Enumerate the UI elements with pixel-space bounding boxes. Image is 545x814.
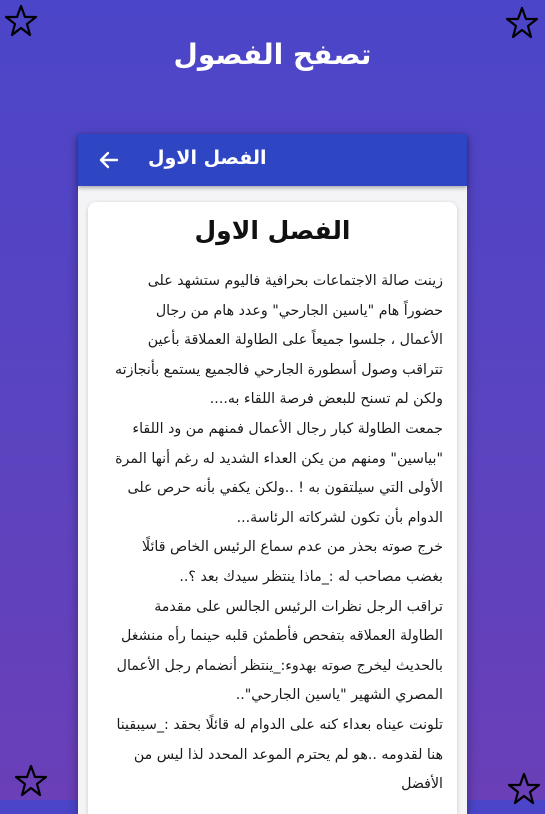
chapter-reader-panel xyxy=(78,134,467,814)
star-icon xyxy=(505,6,539,40)
app-bar xyxy=(78,134,467,186)
chapter-heading: الفصل الاول xyxy=(194,216,351,245)
chapter-body xyxy=(88,267,457,800)
chapter-paragraph: تراقب الرجل نظرات الرئيس الجالس على مقدمة الطاولة العملاقه بتفحص فأطمئن قلبه حينما رأه منشغل بالحديث ليخرج صوته بهدوء:_ينتظر أنضمام رجل الأعمال المصري الشهير "ياسين الجارحي".. xyxy=(116,598,443,704)
star-icon xyxy=(507,772,541,806)
star-icon xyxy=(4,4,38,38)
chapter-paragraph: جمعت الطاولة كبار رجال الأعمال فمنهم من ود اللقاء "بياسين" ومنهم من يكن العداء الشديد له رغم أنها المرة الأولى التي سيلتقون به ! ..ولكن يكفي بأنه حرص على الدوام بأن تكون لشركاته الرئاسة... xyxy=(115,420,443,526)
chapter-paragraph: زينت صالة الاجتماعات بحرافية فاليوم ستشهد على حضوراً هام "ياسين الجارحي" وعدد هام من رجال الأعمال ، جلسوا جميعاً على الطاولة العملاقة بأعين تتراقب وصول أسطورة الجارحي فالجميع يستمع بأنجازته ولكن لم تسنح للبعض فرصة اللقاء به.... xyxy=(115,273,443,408)
star-icon xyxy=(14,764,48,798)
chapter-paragraph: تلونت عيناه بعداء كنه على الدوام له قائلًا بحقد :_سيبقينا هنا لقدومه ..هو لم يحترم الموعد المحدد لذا ليس من الأفضل xyxy=(116,716,443,793)
back-button[interactable] xyxy=(96,147,122,173)
chapter-paragraph: خرج صوته بحذر من عدم سماع الرئيس الخاص قائلًا بغضب مصاحب له :_ماذا ينتظر سيدك بعد ؟.. xyxy=(142,539,443,585)
page-title: تصفح الفصول xyxy=(173,38,372,71)
app-bar-title: الفصل الاول xyxy=(148,147,267,169)
chapter-content-card[interactable] xyxy=(88,202,457,814)
arrow-back-icon xyxy=(99,150,119,170)
